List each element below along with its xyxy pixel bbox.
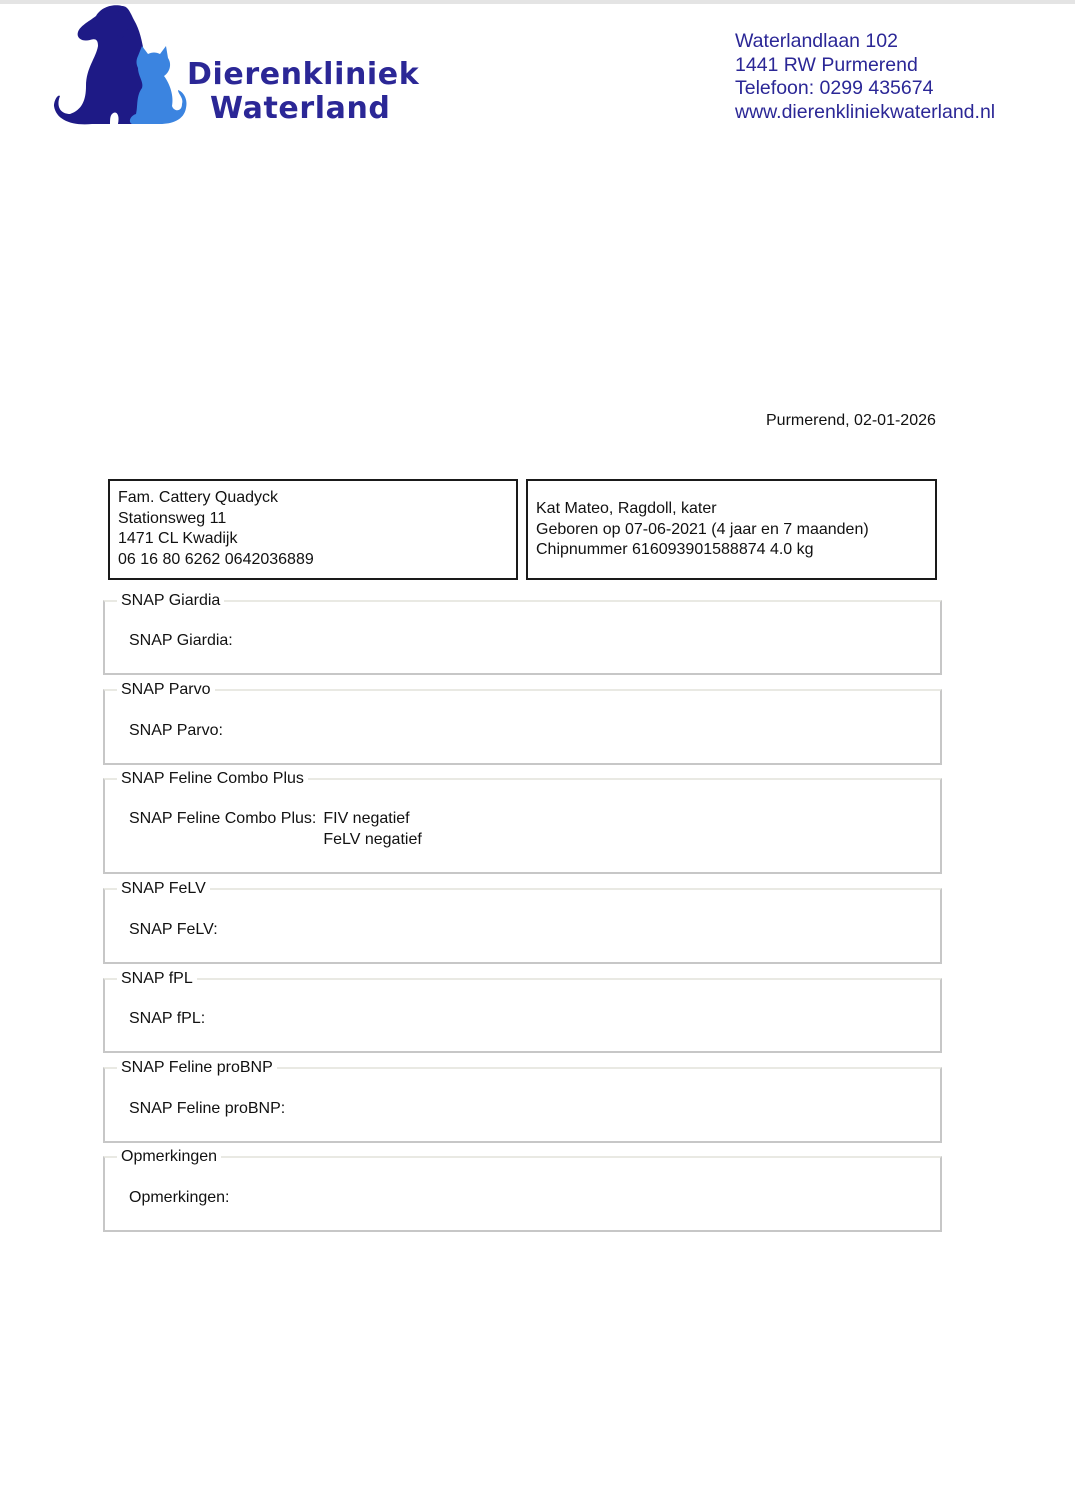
section-body (129, 919, 225, 940)
owner-phone: 06 16 80 6262 0642036889 (118, 550, 314, 568)
pet-birthdate: Geboren op 07-06-2021 (4 jaar en 7 maanden) (536, 520, 869, 538)
result-value-fiv: FIV negatief (323, 810, 410, 827)
result-values (323, 808, 421, 850)
section-snap-fpl (103, 970, 942, 1053)
clinic-address-block (735, 30, 995, 124)
owner-name: Fam. Cattery Quadyck (118, 489, 279, 506)
section-title: SNAP Feline Combo Plus (117, 770, 308, 788)
result-label: SNAP Parvo: (129, 722, 223, 739)
section-snap-feline-probnp (103, 1059, 942, 1143)
result-label: SNAP Feline Combo Plus: (129, 810, 317, 827)
section-snap-giardia (103, 592, 942, 675)
result-label: SNAP fPL: (129, 1010, 206, 1027)
section-body (129, 630, 240, 651)
result-label: SNAP Feline proBNP: (129, 1100, 286, 1117)
owner-street: Stationsweg 11 (118, 509, 227, 527)
section-body (129, 808, 422, 850)
result-label: SNAP Giardia: (129, 632, 233, 649)
clinic-postal-city: 1441 RW Purmerend (735, 53, 918, 76)
clinic-name-line1: Dierenkliniek (187, 57, 420, 92)
clinic-website: www.dierenkliniekwaterland.nl (735, 100, 996, 123)
result-label: Opmerkingen: (129, 1189, 230, 1206)
owner-postal-city: 1471 CL Kwadijk (118, 530, 238, 547)
pet-chip-weight: Chipnummer 616093901588874 4.0 kg (536, 541, 814, 558)
dog-and-cat-logo-icon (52, 2, 192, 127)
pet-description: Kat Mateo, Ragdoll, kater (536, 500, 717, 517)
section-title: SNAP Giardia (117, 592, 224, 610)
result-label: SNAP FeLV: (129, 921, 218, 938)
owner-box (108, 479, 518, 580)
section-body (129, 1008, 212, 1029)
section-opmerkingen (103, 1148, 942, 1232)
clinic-phone: Telefoon: 0299 435674 (735, 77, 934, 99)
section-body (129, 720, 230, 741)
clinic-logo (52, 2, 420, 132)
letter-date: Purmerend, 02-01-2026 (766, 412, 936, 429)
clinic-street: Waterlandlaan 102 (735, 30, 898, 52)
section-title: SNAP Parvo (117, 681, 215, 699)
section-snap-feline-combo-plus (103, 770, 942, 874)
section-snap-felv (103, 880, 942, 964)
section-title: SNAP FeLV (117, 880, 210, 898)
clinic-name-line2: Waterland (210, 91, 391, 126)
section-snap-parvo (103, 681, 942, 765)
result-value-felv: FeLV negatief (323, 831, 422, 848)
pet-box (526, 479, 937, 580)
section-title: SNAP fPL (117, 970, 197, 988)
section-title: SNAP Feline proBNP (117, 1059, 277, 1077)
section-title: Opmerkingen (117, 1148, 221, 1166)
section-body (129, 1098, 292, 1119)
section-body (129, 1187, 237, 1208)
